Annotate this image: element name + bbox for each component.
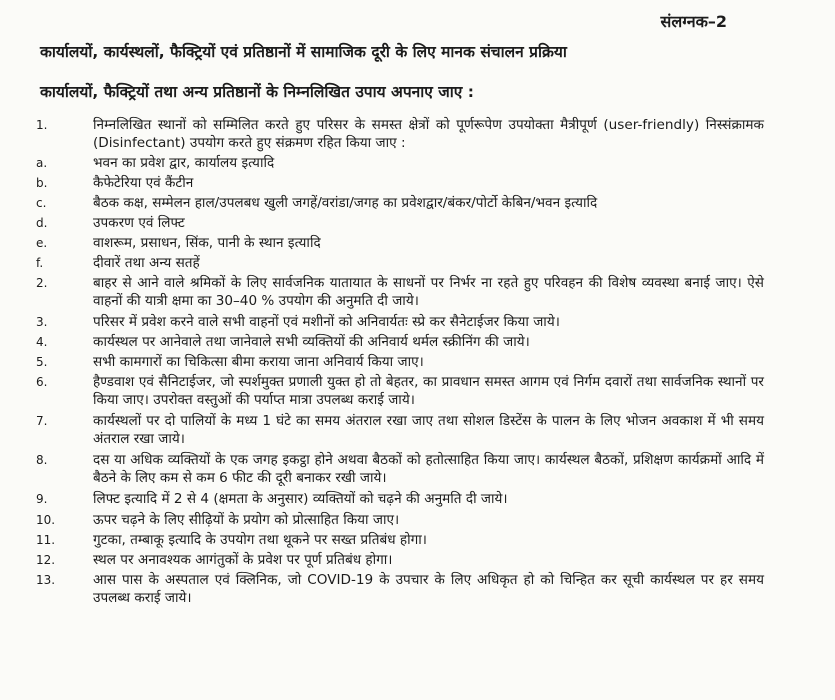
item-number: 11. <box>36 533 56 547</box>
item-text: कार्यस्थलों पर दो पालियों के मध्य 1 घंटे का समय अंतराल रखा जाए तथा सोशल डिस्टेंस के पालन के लिए भोजन अवकाश में भी समय अंतराल रखा जाये। <box>93 413 764 447</box>
document-subtitle: कार्यालयों, फैक्ट्रियों तथा अन्य प्रतिष्ठानों के निम्नलिखित उपाय अपनाए जाए : <box>40 83 474 101</box>
list-item <box>36 174 764 192</box>
item-text: आस पास के अस्पताल एवं क्लिनिक, जो COVID-19 के उपचार के लिए अधिकृत हो को चिन्हित कर सूची कार्यस्थल पर हर समय उपलब्ध कराई जाये। <box>93 572 764 606</box>
item-number: 13. <box>36 573 56 587</box>
item-text: लिफ्ट इत्यादि में 2 से 4 (क्षमता के अनुसार) व्यक्तियों को चढ़ने की अनुमति दी जाये। <box>93 491 508 507</box>
list-item <box>36 531 764 549</box>
item-text: हैण्डवाश एवं सैनिटाईजर, जो स्पर्शमुक्त प्रणाली युक्त हो तो बेहतर, का प्रावधान समस्त आगम एवं निर्गम दवारों तथा सार्वजनिक स्थानों पर किया जाए। उपरोक्त वस्तुओं की पर्याप्त मात्रा उपलब्ध कराई जाये। <box>93 374 764 408</box>
item-number: d. <box>36 216 48 230</box>
list-item <box>36 116 764 152</box>
item-text: भवन का प्रवेश द्वार, कार्यालय इत्यादि <box>93 155 275 171</box>
document-title: कार्यालयों, कार्यस्थलों, फैक्ट्रियों एवं प्रतिष्ठानों में सामाजिक दूरी के लिए मानक संचालन प्रक्रिया <box>40 43 567 61</box>
item-text: परिसर में प्रवेश करने वाले सभी वाहनों एवं मशीनों को अनिवार्यतः स्प्रे कर सैनेटाईजर किया जाये। <box>93 314 560 330</box>
list-item <box>36 214 764 232</box>
list-item <box>36 333 764 351</box>
item-number: 5. <box>36 355 48 369</box>
item-text: गुटका, तम्बाकू इत्यादि के उपयोग तथा थूकने पर सख्त प्रतिबंध होगा। <box>93 532 427 548</box>
item-number: a. <box>36 156 48 170</box>
item-text: उपकरण एवं लिफ्ट <box>93 215 185 231</box>
item-number: c. <box>36 196 47 210</box>
item-text: ऊपर चढ़ने के लिए सीढ़ियों के प्रयोग को प्रोत्साहित किया जाए। <box>93 512 400 528</box>
measures-list <box>36 116 764 607</box>
list-item <box>36 234 764 252</box>
list-item <box>36 194 764 212</box>
list-item <box>36 490 764 508</box>
item-text: वाशरूम, प्रसाधन, सिंक, पानी के स्थान इत्यादि <box>93 235 321 251</box>
list-item <box>36 154 764 172</box>
list-item <box>36 373 764 409</box>
item-number: 10. <box>36 513 56 527</box>
item-text: स्थल पर अनावश्यक आगंतुकों के प्रवेश पर पूर्ण प्रतिबंध होगा। <box>93 552 393 568</box>
list-item <box>36 313 764 331</box>
item-number: 4. <box>36 335 48 349</box>
item-text: कैफेटेरिया एवं कैंटीन <box>93 175 194 191</box>
item-number: 6. <box>36 375 48 389</box>
item-number: 12. <box>36 553 56 567</box>
item-number: e. <box>36 236 48 250</box>
item-text: निम्नलिखित स्थानों को सम्मिलित करते हुए परिसर के समस्त क्षेत्रों को पूर्णरूपेण उपयोक्ता मैत्रीपूर्ण (user-friendly) निस्संक्रामक (Disinfectant) उपयोग करते हुए संक्रमण रहित किया जाए : <box>93 117 764 151</box>
item-number: 9. <box>36 492 48 506</box>
item-number: 3. <box>36 315 48 329</box>
list-item <box>36 511 764 529</box>
item-number: 7. <box>36 414 48 428</box>
item-text: दीवारें तथा अन्य सतहें <box>93 255 200 271</box>
list-item <box>36 571 764 607</box>
item-text: बाहर से आने वाले श्रमिकों के लिए सार्वजनिक यातायात के साधनों पर निर्भर ना रहते हुए परिवहन की विशेष व्यवस्था बनाई जाए। ऐसे वाहनों की यात्री क्षमा का 30–40 % उपयोग की अनुमति दी जाये। <box>93 275 764 309</box>
annexure-label: संलग्नक–2 <box>660 12 727 31</box>
list-item <box>36 353 764 371</box>
item-number: 1. <box>36 118 48 132</box>
item-text: सभी कामगारों का चिकित्सा बीमा कराया जाना अनिवार्य किया जाए। <box>93 354 424 370</box>
list-item <box>36 274 764 310</box>
list-item <box>36 551 764 569</box>
item-text: बैठक कक्ष, सम्मेलन हाल/उपलबध खुली जगहें/वरांडा/जगह का प्रवेशद्वार/बंकर/पोर्टो केबिन/भवन इत्यादि <box>93 195 598 211</box>
list-item <box>36 451 764 487</box>
item-number: 2. <box>36 276 48 290</box>
item-number: 8. <box>36 453 48 467</box>
list-item <box>36 412 764 448</box>
item-text: दस या अधिक व्यक्तियों के एक जगह इकट्ठा होने अथवा बैठकों को हतोत्साहित किया जाए। कार्यस्थल बैठकों, प्रशिक्षण कार्यक्रमों आदि में बैठने के लिए कम से कम 6 फीट की दूरी बनाकर रखी जाये। <box>93 452 764 486</box>
item-text: कार्यस्थल पर आनेवाले तथा जानेवाले सभी व्यक्तियों की अनिवार्य थर्मल स्क्रीनिंग की जाये। <box>93 334 530 350</box>
item-number: b. <box>36 176 48 190</box>
item-number: f. <box>36 256 44 270</box>
list-item <box>36 254 764 272</box>
